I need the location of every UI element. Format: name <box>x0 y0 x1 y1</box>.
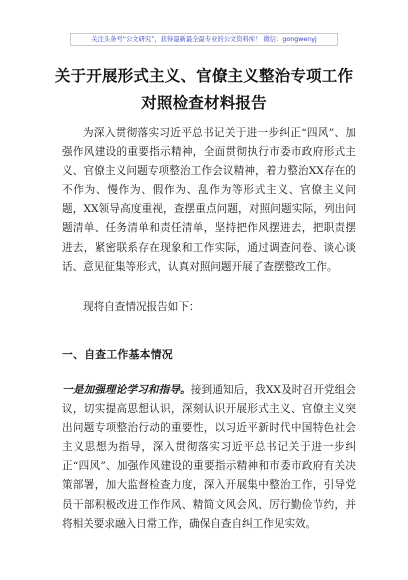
section-heading: 一、自查工作基本情况 <box>62 348 173 361</box>
document-title-line-2: 对照检查材料报告 <box>141 94 267 112</box>
intro-paragraph: 为深入贯彻落实习近平总书记关于进一步纠正“四风”、加强作风建设的重要指示精神，全面贯彻执行市委市政府形式主义、官僚主义问题专项整治工作会议精神，着力整治XX存在的不作为、慢作为、假作为、乱作为等形式主义、官僚主义问题，XX领导高度重视，查摆重点问题，对照问题实际，列出问题清单、任务清单和责任清单，坚持把作风摆进去，把职责摆进去，紧密联系存在现象和工作实际，通过调查问卷、谈心谈话、意见征集等形式，认真对照问题开展了查摆整改工作。 <box>62 127 356 273</box>
section-paragraph <box>62 381 356 534</box>
document-title-line-1: 关于开展形式主义、官僚主义整治专项工作 <box>54 67 354 85</box>
section-lead-phrase: 一是加强理论学习和指导。 <box>62 384 191 396</box>
section-body-text: 接到通知后，我XX及时召开党组会议，切实提高思想认识，深刻认识开展形式主义、官僚主义突出问题专项整治行动的重要性，以习近平新时代中国特色社会主义思想为指导，深入贯彻落实习近平总书记关于进一步纠正“四风”、加强作风建设的重要指示精神和市委市政府有关决策部署，加大监督检查力度，深入开展集中整治工作，引导党员干部积极改进工作作风、精简文风会风、厉行勤俭节约，并将相关要求融入日常工作，确保自查自纠工作见实效。 <box>62 384 356 530</box>
report-intro-line: 现将自查情况报告如下： <box>83 301 200 313</box>
header-promo-banner: 关注头条号“公文研究”，获得最新最全最专业的公文资料库！ 微信：gongwenyj <box>70 33 338 46</box>
